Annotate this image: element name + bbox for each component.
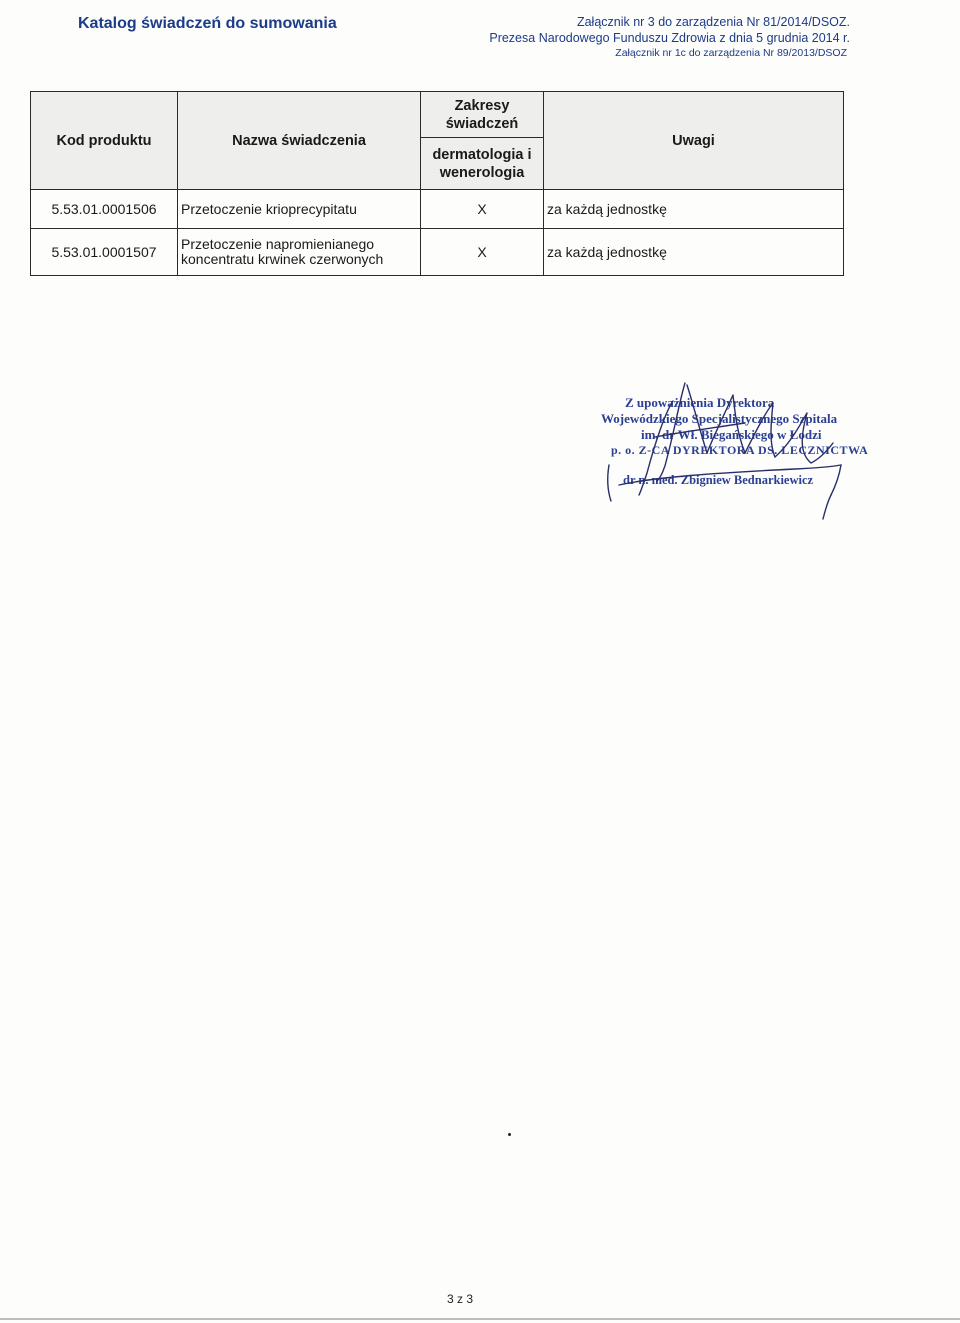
column-header-scope-dermatology: dermatologia i wenerologia (421, 138, 544, 190)
row-code: 5.53.01.0001507 (31, 229, 178, 276)
row-note: za każdą jednostkę (544, 229, 844, 276)
stamp-line-1: Z upoważnienia Dyrektora (625, 395, 775, 410)
catalog-table (30, 91, 844, 276)
reference-line-2: Prezesa Narodowego Funduszu Zdrowia z dnia 5 grudnia 2014 r. (489, 31, 850, 45)
page-bottom-edge (0, 1318, 960, 1320)
document-title: Katalog świadczeń do sumowania (78, 15, 337, 32)
row-name: Przetoczenie napromienianego koncentratu krwinek czerwonych (178, 229, 421, 276)
row-scope-mark: X (421, 190, 544, 229)
handwritten-signature-icon (595, 373, 855, 523)
reference-line-1: Załącznik nr 3 do zarządzenia Nr 81/2014/DSOZ. (576, 15, 850, 29)
stray-mark (508, 1133, 511, 1136)
stamp-line-4: p. o. Z-CA DYREKTORA DS. LECZNICTWA (611, 443, 869, 457)
column-header-scope-group: Zakresy świadczeń (421, 92, 544, 138)
column-header-name: Nazwa świadczenia (178, 92, 421, 190)
stamp-line-2: Wojewódzkiego Specjalistycznego Szpitala (601, 411, 838, 426)
table-row (31, 229, 844, 276)
row-note: za każdą jednostkę (544, 190, 844, 229)
column-header-code: Kod produktu (31, 92, 178, 190)
stamp-line-3: im. dr Wł. Biegańskiego w Łodzi (641, 427, 822, 442)
row-code: 5.53.01.0001506 (31, 190, 178, 229)
page-indicator: 3 z 3 (446, 1292, 473, 1306)
reference-line-3: Załącznik nr 1c do zarządzenia Nr 89/2013/DSOZ (615, 47, 847, 59)
table-row (31, 190, 844, 229)
column-header-notes: Uwagi (544, 92, 844, 190)
stamp-line-5: dr n. med. Zbigniew Bednarkiewicz (623, 473, 814, 487)
authorization-stamp (595, 373, 869, 523)
row-name: Przetoczenie krioprecypitatu (178, 190, 421, 229)
row-scope-mark: X (421, 229, 544, 276)
